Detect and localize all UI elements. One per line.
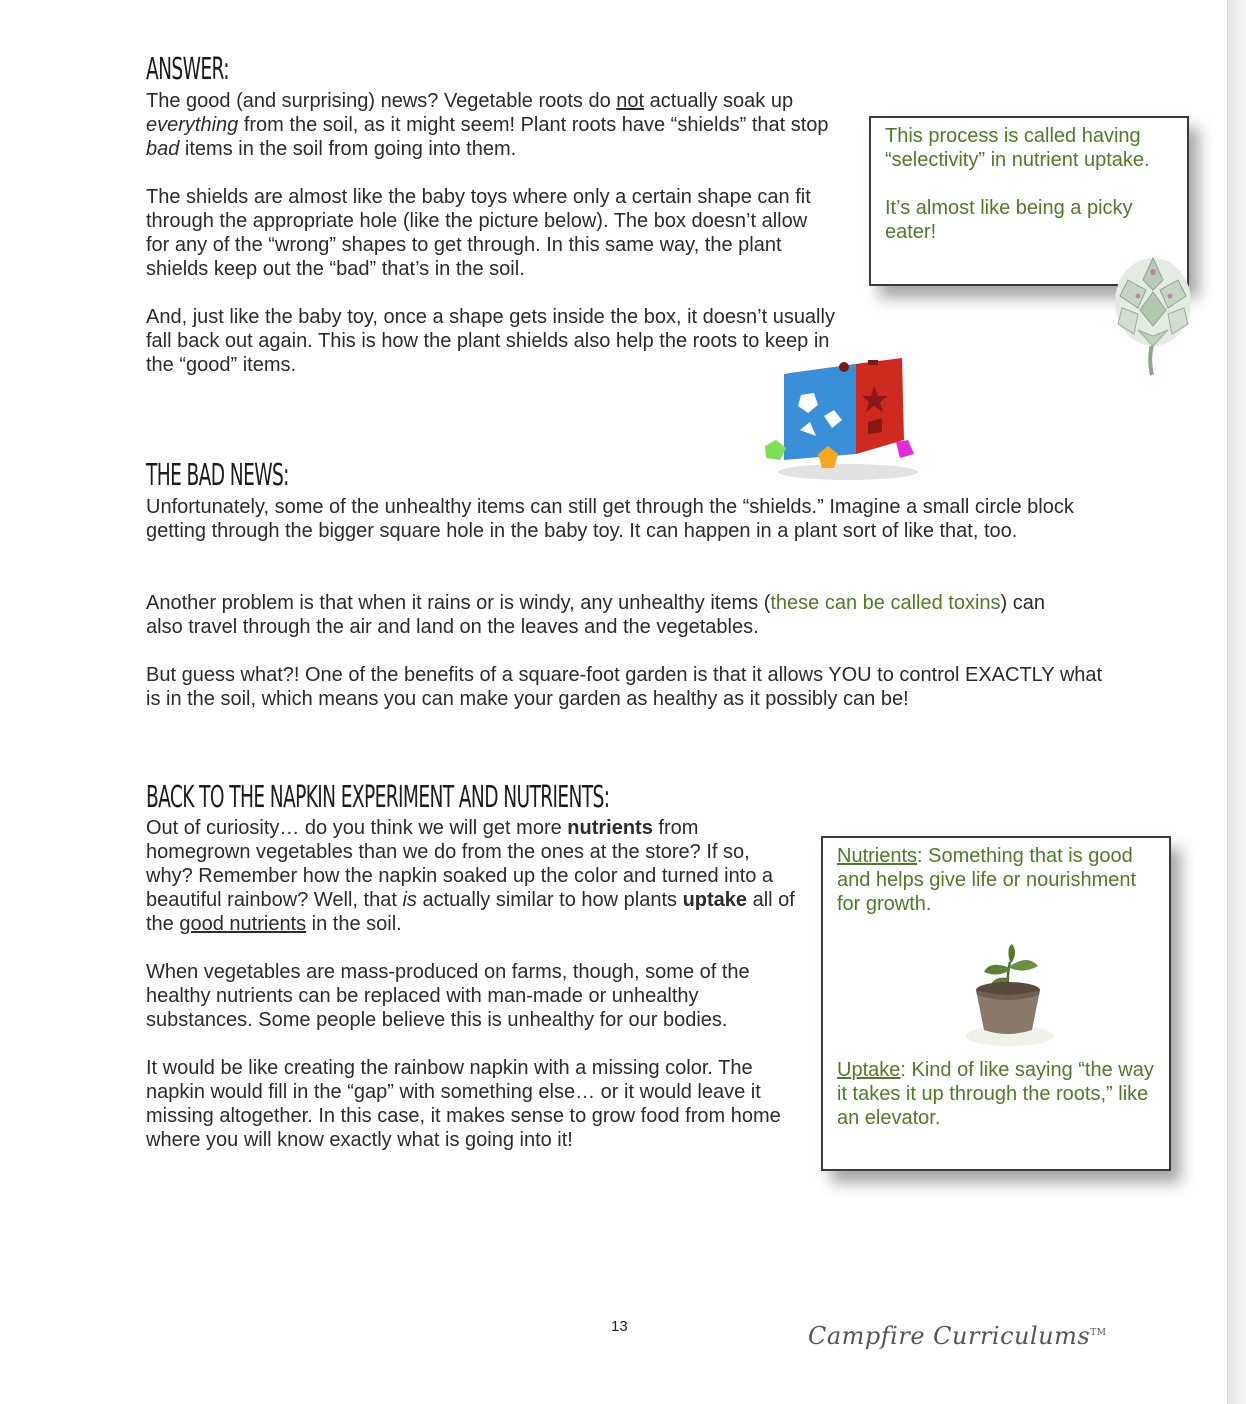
artichoke-illustration [1108,250,1198,375]
shape-sorter-toy-image [756,350,926,485]
brand-logo: Campfire Curriculums™ [808,1322,1107,1350]
bad-news-heading: THE BAD NEWS: [146,458,289,493]
napkin-heading: BACK TO THE NAPKIN EXPERIMENT AND NUTRIENTS: [146,780,610,815]
napkin-paragraph-2: When vegetables are mass-produced on farms, though, some of the healthy nutrients can be replaced with man-made or unhealthy substances. Some people believe this is unhealthy for our bodies. [146,961,750,1031]
page-number: 13 [611,1318,628,1335]
answer-heading: ANSWER: [146,52,229,87]
answer-paragraph-2: The shields are almost like the baby toys where only a certain shape can fit through the appropriate hole (like the picture below). The box doesn’t allow for any of the “wrong” shapes to get through. In this same way, the plant shields keep out the “bad” that’s in the soil. [146,186,811,280]
answer-paragraph-3: And, just like the baby toy, once a shape gets inside the box, it doesn’t usually fall back out again. This is how the plant shields also help the roots to keep in the “good” items. [146,306,835,376]
napkin-paragraph-3: It would be like creating the rainbow napkin with a missing color. The napkin would fill in the “gap” with something else… or it would leave it missing altogether. In this case, it makes sense to grow food from home where you will know exactly what is going into it! [146,1057,781,1151]
page-edge [1227,0,1246,1404]
selectivity-text: This process is called having “selectivity” in nutrient uptake. [885,125,1150,171]
bad-news-paragraph-2: Another problem is that when it rains or is windy, any unhealthy items (these can be called toxins) can also travel through the air and land on the leaves and the vegetables. [146,592,1045,638]
potted-seedling-illustration [960,940,1060,1050]
uptake-definition: Uptake: Kind of like saying “the way it takes it up through the roots,” like an elevator. [837,1059,1154,1129]
picky-eater-text: It’s almost like being a picky eater! [885,197,1133,243]
answer-paragraph-1: The good (and surprising) news? Vegetable roots do not actually soak up everything from the soil, as it might seem! Plant roots have “shields” that stop bad items in the soil from going into them. [146,90,829,160]
bad-news-paragraph-1: Unfortunately, some of the unhealthy items can still get through the “shields.” Imagine a small circle block getting through the bigger square hole in the baby toy. It can happen in a plant sort of like that, too. [146,496,1074,542]
nutrients-definition: Nutrients: Something that is good and helps give life or nourishment for growth. [837,845,1137,915]
napkin-paragraph-1: Out of curiosity… do you think we will get more nutrients from homegrown vegetables than we do from the ones at the store? If so, why? Remember how the napkin soaked up the color and turned into a beautiful rainbow? Well, that is actually similar to how plants uptake all of the good nutrients in the soil. [146,817,795,935]
bad-news-paragraph-3: But guess what?! One of the benefits of a square-foot garden is that it allows YOU to control EXACTLY what is in the soil, which means you can make your garden as healthy as it possibly can be! [146,664,1103,710]
toxins-highlight: these can be called toxins [770,592,1001,614]
